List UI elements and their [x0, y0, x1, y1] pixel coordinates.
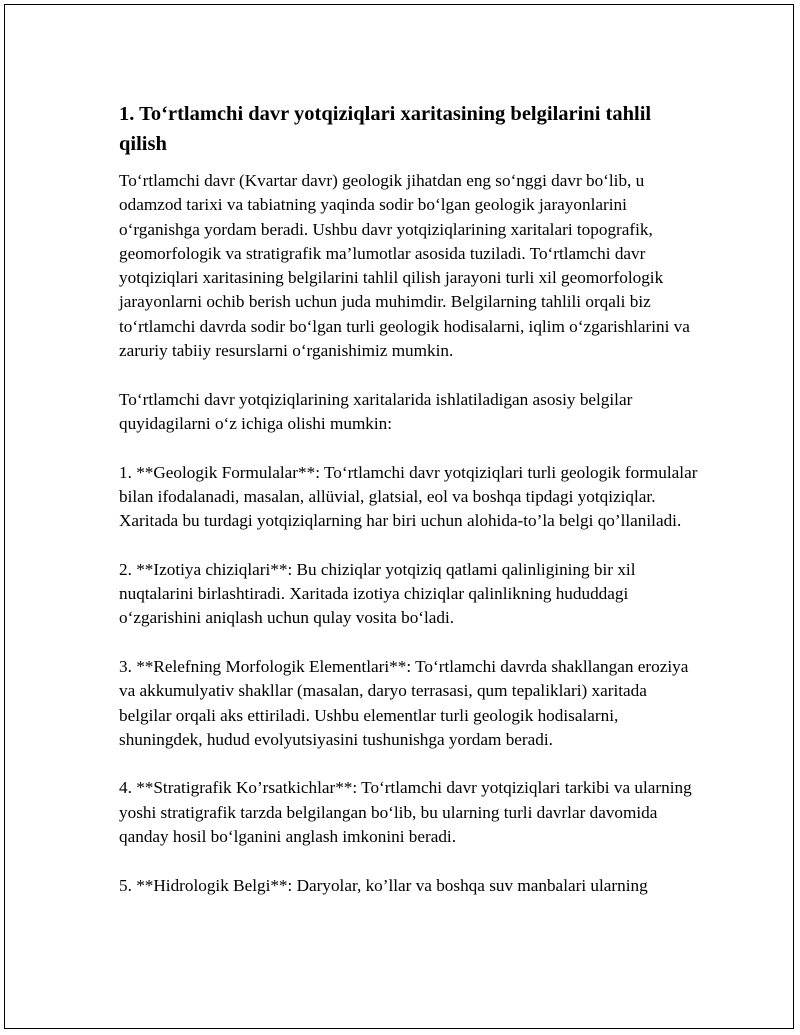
list-item-relief-elements: 3. **Relefning Morfologik Elementlari**: To‘rtlamchi davrda shakllangan eroziya va akkumulyativ shakllar (masalan, daryo terrasasi, qum tepaliklari) xaritada belgilar orqali aks ettiriladi. Ushbu elementlar turli geologik hodisalarni, shuningdek, hudud evolyutsiyasini tushunishga yordam beradi.: [119, 656, 689, 749]
document-body: [119, 99, 699, 922]
paragraph-symbols-intro: To‘rtlamchi davr yotqiziqlarining xaritalarida ishlatiladigan asosiy belgilar quyidagilarni o‘z ichiga olishi mumkin:: [119, 389, 633, 433]
list-item-geologic-formulas: 1. **Geologik Formulalar**: To‘rtlamchi davr yotqiziqlari turli geologik formulalar bilan ifodalanadi, masalan, allüvial, glatsial, eol va boshqa tipdagi yotqiziqlar. Xaritada bu turdagi yotqiziqlarning har biri uchun alohida-to’la belgi qo’llaniladi.: [119, 462, 698, 531]
document-page: [4, 4, 794, 1029]
paragraph-intro: To‘rtlamchi davr (Kvartar davr) geologik jihatdan eng so‘nggi davr bo‘lib, u odamzod tarixi va tabiatning yaqinda sodir bo‘lgan geologik jarayonlarini o‘rganishga yordam beradi. Ushbu davr yotqiziqlarining xaritalari topografik, geomorfologik va stratigrafik ma’lumotlar asosida tuziladi. To‘rtlamchi davr yotqiziqlari xaritasining belgilarini tahlil qilish jarayoni turli xil geomorfologik jarayonlarni ochib berish uchun juda muhimdir. Belgilarning tahlili orqali biz to‘rtlamchi davrda sodir bo‘lgan turli geologik hodisalarni, iqlim o‘zgarishlarini va zaruriy tabiiy resurslarni o‘rganishimiz mumkin.: [119, 171, 690, 361]
list-item-isotiya-lines: 2. **Izotiya chiziqlari**: Bu chiziqlar yotqiziq qatlami qalinligining bir xil nuqtalarini birlashtiradi. Xaritada izotiya chiziqlar qalinlikning hududdagi o‘zgarishini aniqlash uchun qulay vosita bo‘ladi.: [119, 559, 636, 628]
list-item-hydrologic-symbol: 5. **Hidrologik Belgi**: Daryolar, ko’llar va boshqa suv manbalari ularning: [119, 875, 648, 895]
list-item-stratigraphic-indicators: 4. **Stratigrafik Ko’rsatkichlar**: To‘rtlamchi davr yotqiziqlari tarkibi va ularning yoshi stratigrafik tarzda belgilangan bo‘lib, bu ularning turli davrlar davomida qanday hosil bo‘lganini anglash imkonini beradi.: [119, 778, 692, 847]
document-title: 1. To‘rtlamchi davr yotqiziqlari xaritasining belgilarini tahlil qilish: [119, 103, 652, 155]
